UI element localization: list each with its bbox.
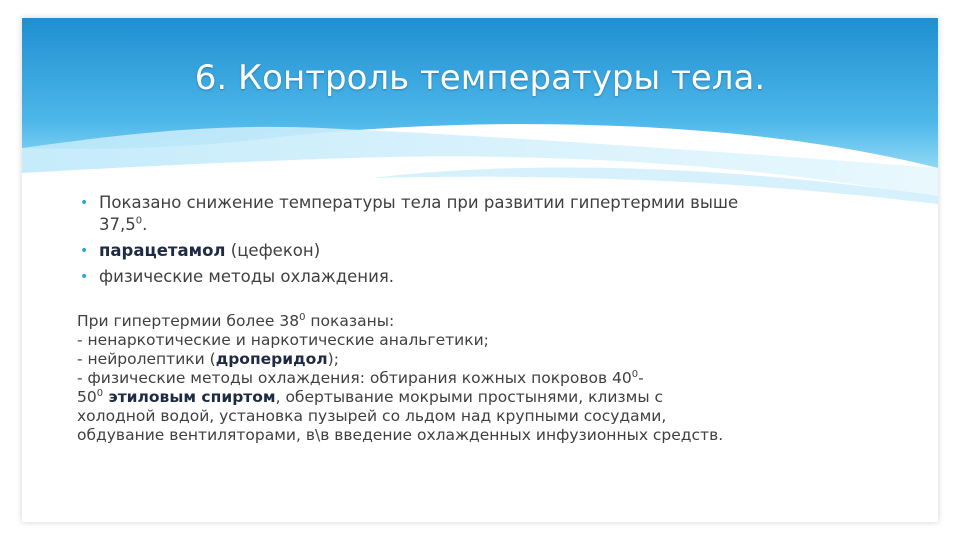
drug-name: парацетамол (99, 241, 226, 260)
paragraph-line: - нейролептики (дроперидол); (77, 350, 339, 368)
bullet-text: физические методы охлаждения. (99, 267, 394, 286)
header-wave-background (22, 18, 938, 218)
list-item: • парацетамол (цефекон) (80, 241, 321, 260)
paragraph-line: $50^0$ этиловым спиртом, обертывание мокрыми простынями, клизмы с (77, 387, 664, 406)
bullet-icon: • (80, 195, 89, 211)
bullet-continuation: 37,5$^0$. (99, 215, 148, 234)
list-item (77, 266, 857, 288)
paragraph-line: обдувание вентиляторами, в\в введение охлажденных инфузионных средств. (77, 426, 724, 444)
paragraph-line: При гипертермии более $38^0$ показаны: (77, 311, 395, 330)
paragraph-line: - ненаркотические и наркотические анальгетики; (77, 331, 489, 349)
bullet-icon: • (80, 269, 89, 285)
bullet-list (77, 192, 857, 288)
bullet-icon: • (80, 243, 89, 259)
paragraph-line: холодной водой, установка пузырей со льдом над крупными сосудами, (77, 407, 667, 425)
list-item (77, 192, 857, 236)
bullet-text: Показано снижение температуры тела при развитии гипертермии выше (99, 193, 739, 212)
slide-content (77, 192, 857, 445)
paragraph-line: - физические методы охлаждения: обтирания кожных покровов $40^0-$ (77, 368, 644, 387)
slide-title: 6. Контроль температуры тела. (194, 58, 766, 98)
hyperthermia-paragraph (77, 312, 857, 445)
